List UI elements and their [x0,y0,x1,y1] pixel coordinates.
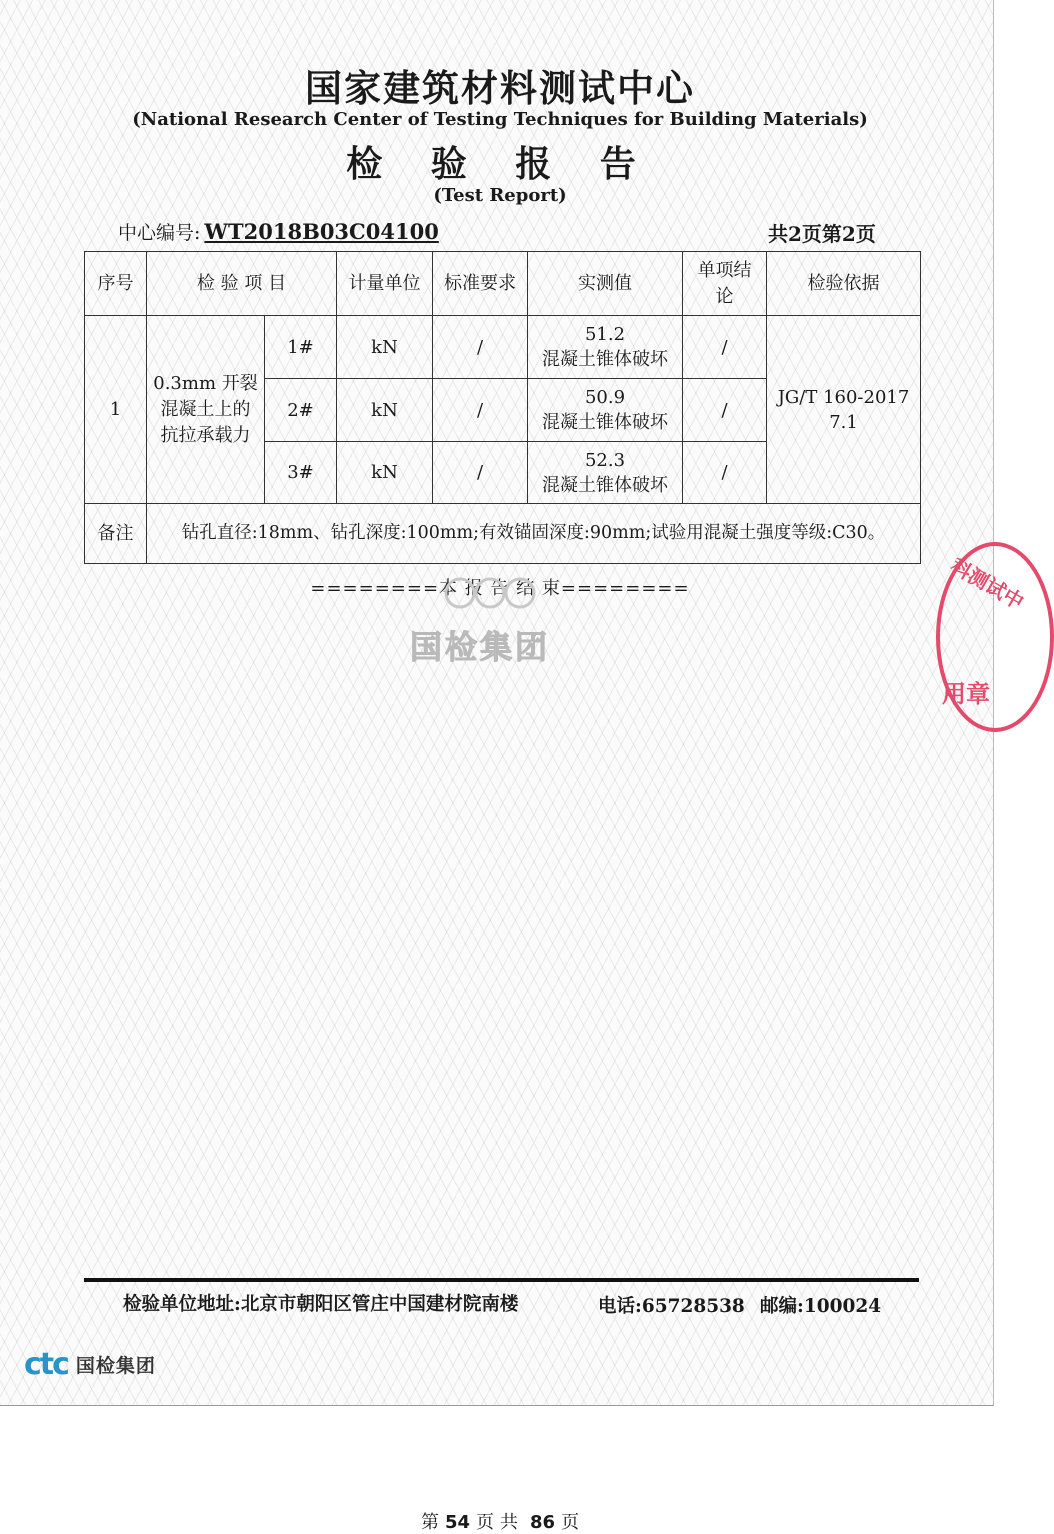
header-item: 检 验 项 目 [147,252,337,316]
sample-unit: kN [337,316,433,379]
sample-measured [528,316,683,379]
sample-value: 51.2 [584,324,626,345]
report-title-en: (Test Report) [433,185,567,206]
page-word: 页 [476,1512,494,1533]
sample-measured [528,442,683,504]
sample-failure-mode: 混凝土锥体破坏 [542,412,669,433]
ctc-logo [24,1348,156,1380]
ctc-logo-text: 国检集团 [75,1354,156,1377]
sample-conclusion: / [683,379,767,442]
header-requirement: 标准要求 [433,252,528,316]
center-number-label: 中心编号: [118,222,201,244]
sample-requirement: / [433,442,528,504]
header-conclusion: 单项结论 [683,252,767,316]
official-seal-stamp [936,542,1054,732]
footer-postcode: 邮编:100024 [760,1296,882,1317]
row-basis: JG/T 160-2017 7.1 [767,316,921,504]
sample-id: 1# [265,316,337,379]
report-end-marker: ========本 报 告 结 束======== [310,578,690,599]
sample-unit: kN [337,442,433,504]
page-info: 共2页第2页 [768,222,876,246]
test-result-table [84,251,921,564]
sample-conclusion: / [683,316,767,379]
sample-unit: kN [337,379,433,442]
sample-id: 2# [265,379,337,442]
page-suffix: 页 [561,1512,580,1533]
stamp-top-text: 科测试中 [946,553,1028,615]
remark-label: 备注 [85,504,147,564]
page-prefix: 第 [420,1512,439,1533]
stamp-bottom-text: 用章 [942,679,990,708]
footer-phone: 电话:65728538 [598,1296,745,1317]
center-number [118,218,439,245]
watermark-text: 国检集团 [410,628,551,666]
ctc-logo-icon: ctc [24,1346,68,1382]
page-number [0,1508,1000,1534]
sample-id: 3# [265,442,337,504]
center-number-value: WT2018B03C04100 [204,219,439,244]
org-title-cn: 国家建筑材料测试中心 [305,66,695,110]
row-seq: 1 [85,316,147,504]
sample-value: 52.3 [584,449,626,471]
header-measured: 实测值 [528,252,683,316]
page-total: 86 [530,1512,556,1533]
report-title-cn: 检 验 报 告 [346,143,654,185]
header-unit: 计量单位 [337,252,433,316]
header-basis: 检验依据 [767,252,921,316]
header-seq: 序号 [85,252,147,316]
sample-requirement: / [433,379,528,442]
remark-row [85,504,921,564]
sample-failure-mode: 混凝土锥体破坏 [542,474,669,496]
page-total-word: 共 [500,1512,518,1533]
page-current: 54 [444,1512,470,1533]
row-item: 0.3mm 开裂混凝土上的抗拉承载力 [147,316,265,504]
sample-failure-mode: 混凝土锥体破坏 [542,349,669,370]
sample-conclusion: / [683,442,767,504]
table-header-row [85,252,921,316]
watermark-rings-icon [430,576,550,610]
sample-value: 50.9 [584,387,626,408]
footer-address: 检验单位地址:北京市朝阳区管庄中国建材院南楼 [123,1294,519,1315]
org-title-en: (National Research Center of Testing Techniques for Building Materials) [132,109,868,130]
footer-divider [84,1278,919,1282]
sample-requirement: / [433,316,528,379]
remark-text: 钻孔直径:18mm、钻孔深度:100mm;有效锚固深度:90mm;试验用混凝土强度等级:C30。 [147,504,921,564]
sample-measured [528,379,683,442]
table-row [85,316,921,379]
